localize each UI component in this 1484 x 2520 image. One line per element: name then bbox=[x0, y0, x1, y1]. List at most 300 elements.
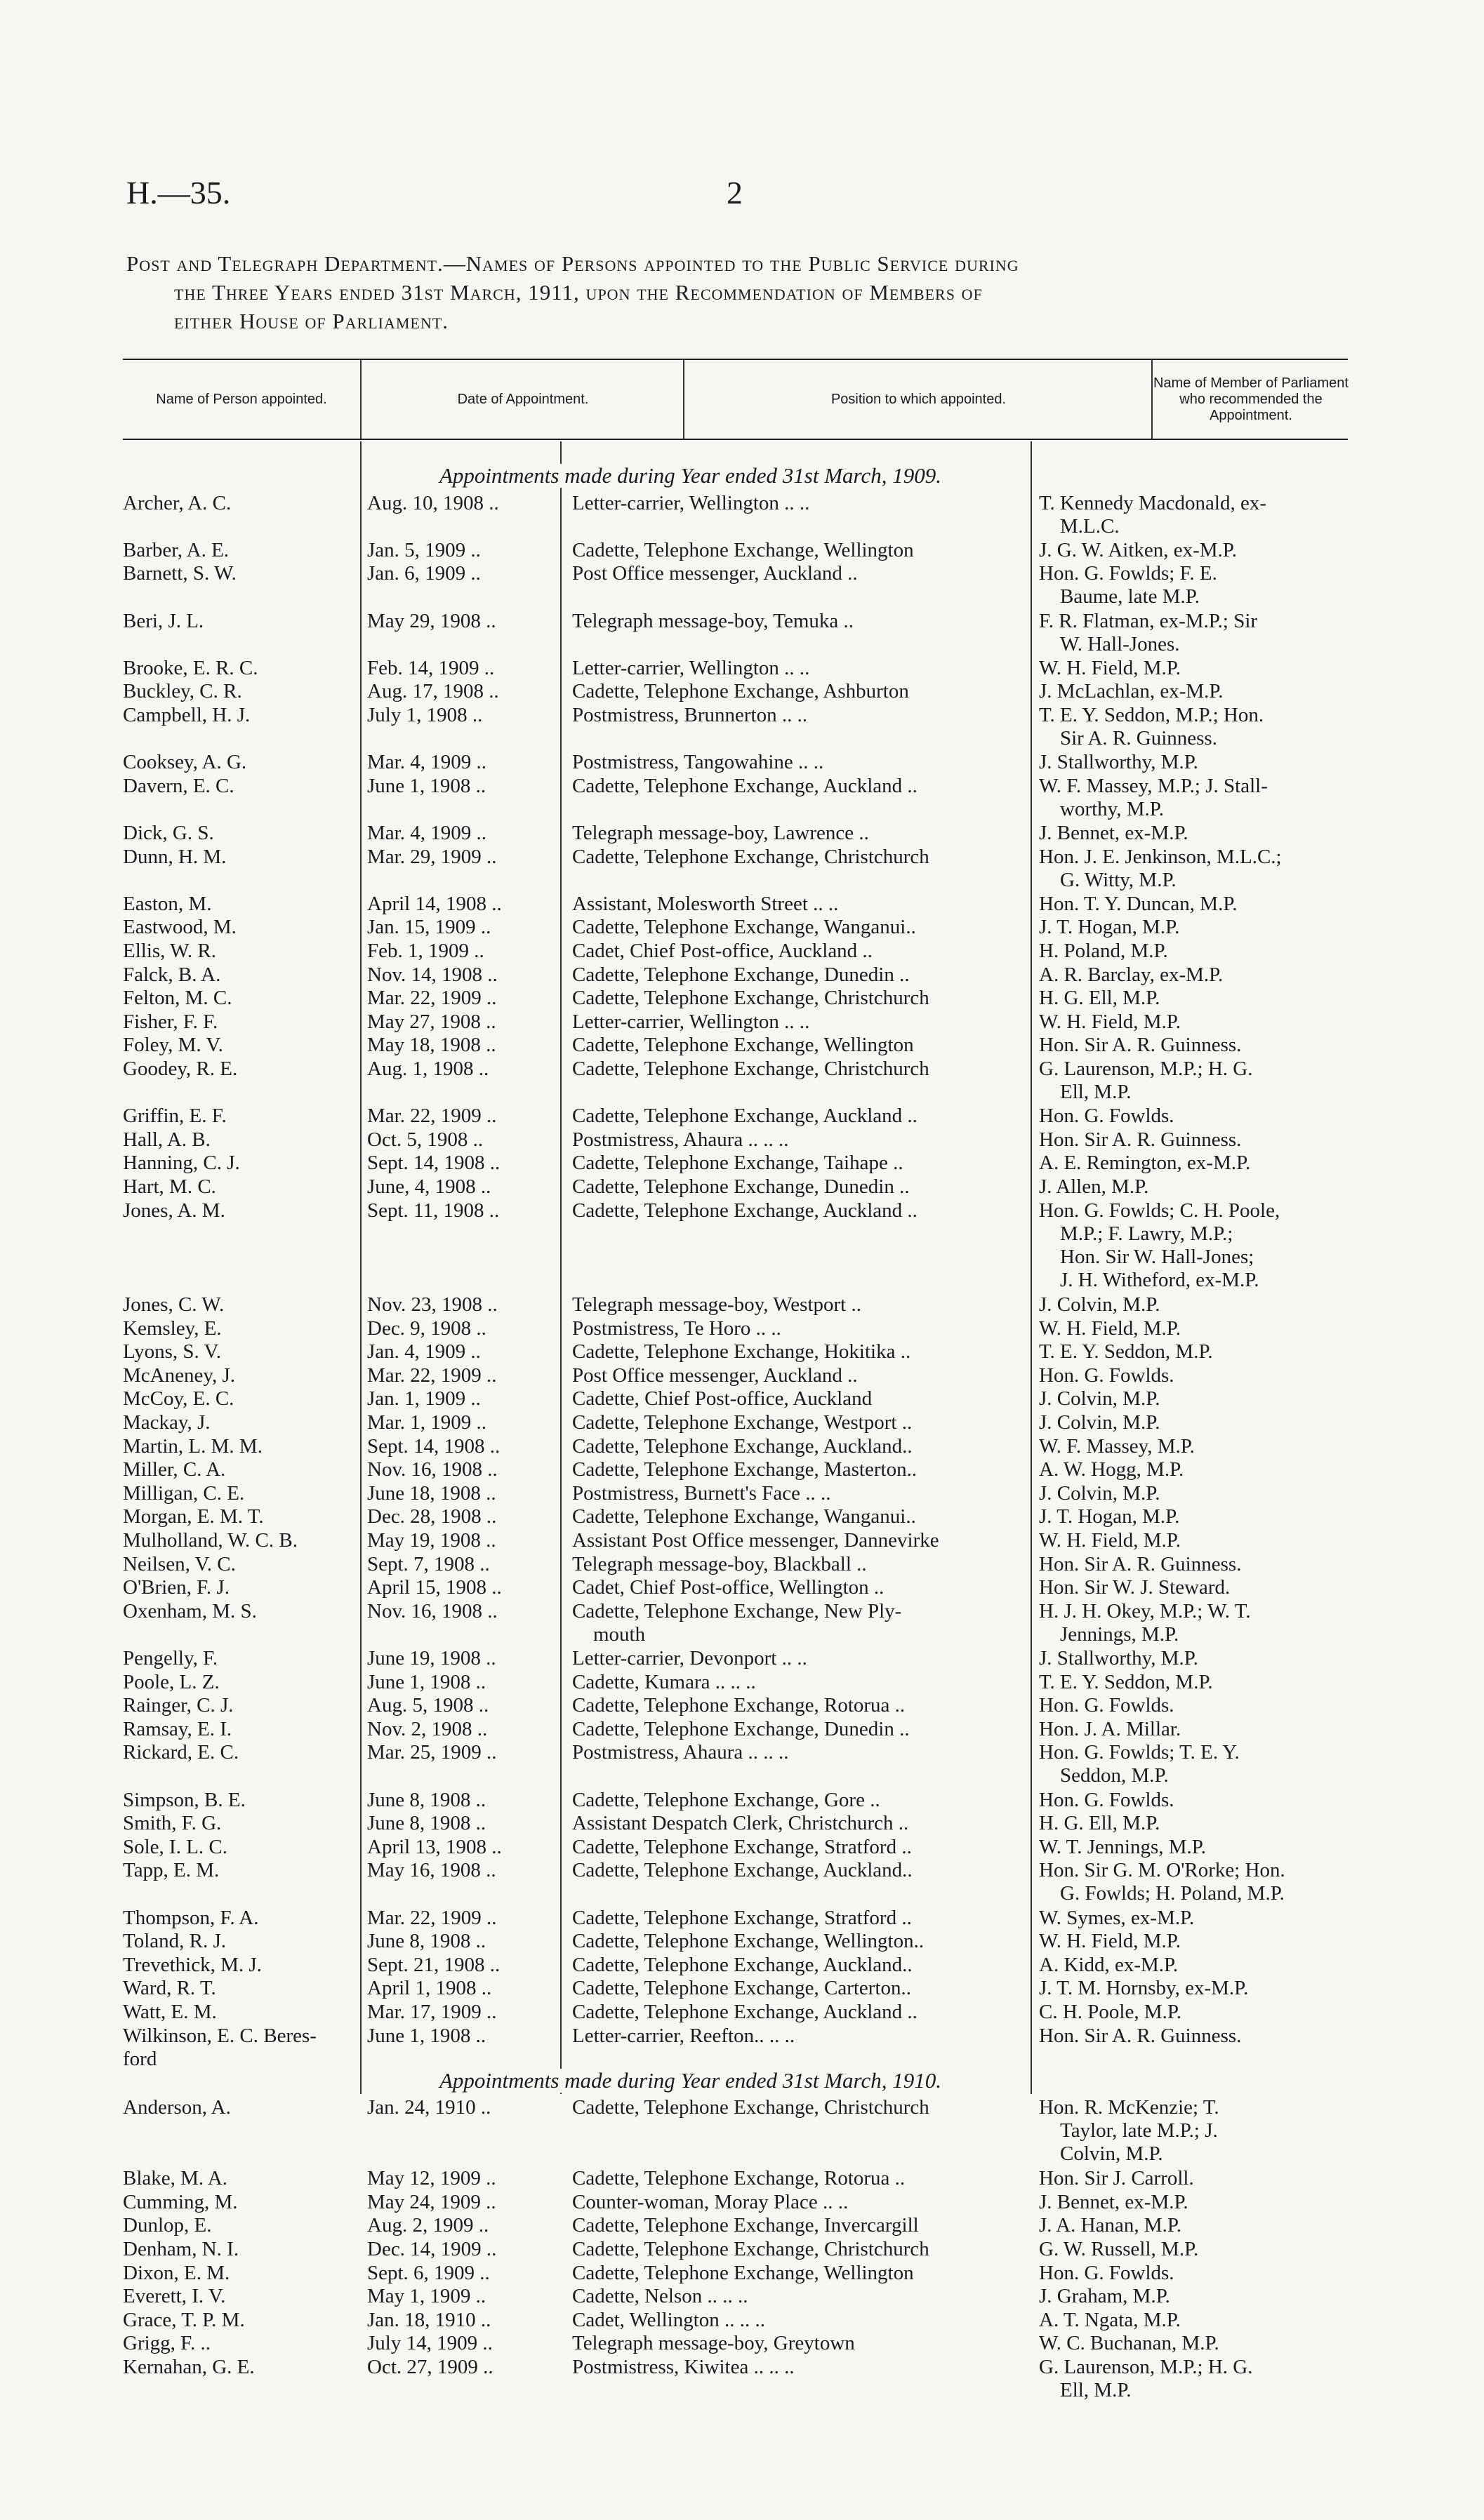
document-title bbox=[126, 249, 1348, 335]
person-name bbox=[123, 492, 351, 515]
position-text: Cadette, Telephone Exchange, Auckland.. bbox=[572, 1434, 913, 1458]
member-line: W. Symes, ex-M.P. bbox=[1039, 1906, 1195, 1929]
appointment-date: Nov. 16, 1908 .. bbox=[367, 1458, 498, 1481]
appointment-date: April 15, 1908 .. bbox=[367, 1576, 502, 1599]
recommending-member bbox=[1039, 1152, 1348, 1175]
person-name bbox=[123, 1387, 351, 1411]
position-text: Cadette, Telephone Exchange, Christchurch bbox=[572, 2096, 929, 2119]
person-name bbox=[123, 2167, 351, 2190]
appointment-date: June 1, 1908 .. bbox=[367, 774, 486, 797]
recommending-member bbox=[1039, 1105, 1348, 1128]
position-text: Cadette, Telephone Exchange, Stratford .. bbox=[572, 1906, 912, 1929]
column-header-position: Position to which appointed. bbox=[683, 360, 1153, 439]
appointment-date: Mar. 22, 1909 .. bbox=[367, 987, 497, 1010]
person-name bbox=[123, 2191, 351, 2214]
member-line: T. E. Y. Seddon, M.P. bbox=[1039, 1340, 1213, 1364]
position-text: Letter-carrier, Wellington .. .. bbox=[572, 491, 810, 514]
recommending-member bbox=[1039, 2309, 1348, 2332]
person-name-text: Morgan, E. M. T. bbox=[123, 1505, 264, 1528]
member-line: W. Hall-Jones. bbox=[1060, 632, 1180, 655]
section-heading: Appointments made during Year ended 31st March, 1909. bbox=[435, 464, 946, 488]
appointment-date: Aug. 5, 1908 .. bbox=[367, 1694, 489, 1717]
member-line: H. G. Ell, M.P. bbox=[1039, 987, 1160, 1010]
recommending-member bbox=[1039, 2356, 1348, 2402]
recommending-member bbox=[1039, 1058, 1348, 1104]
person-name-text: Hanning, C. J. bbox=[123, 1152, 240, 1175]
position-text: Cadette, Telephone Exchange, Auckland.. bbox=[572, 1859, 913, 1882]
person-name-text: Dunn, H. M. bbox=[123, 845, 227, 868]
column-header-member-line-1: Name of Member of Parliament bbox=[1153, 375, 1349, 391]
person-name bbox=[123, 846, 351, 869]
position-text: Cadet, Chief Post-office, Auckland .. bbox=[572, 940, 873, 962]
appointment-date: Aug. 2, 1909 .. bbox=[367, 2214, 489, 2237]
person-name-text: Falck, B. A. bbox=[123, 963, 221, 986]
appointment-date: Jan. 24, 1910 .. bbox=[367, 2096, 491, 2119]
member-line: J. Stallworthy, M.P. bbox=[1039, 751, 1198, 774]
position-text: Cadette, Telephone Exchange, Auckland .. bbox=[572, 2001, 917, 2023]
member-line: J. Colvin, M.P. bbox=[1039, 1293, 1160, 1316]
member-line: W. H. Field, M.P. bbox=[1039, 1316, 1181, 1340]
member-line: Jennings, M.P. bbox=[1060, 1622, 1179, 1646]
person-name bbox=[123, 1553, 351, 1576]
appointment-date: Mar. 25, 1909 .. bbox=[367, 1741, 497, 1764]
person-name-text: Grigg, F. .. bbox=[123, 2332, 211, 2355]
recommending-member bbox=[1039, 1387, 1348, 1411]
appointment-date: June 18, 1908 .. bbox=[367, 1481, 496, 1505]
person-name-text: Toland, R. J. bbox=[123, 1930, 226, 1953]
person-name bbox=[123, 987, 351, 1010]
appointment-date: Sept. 11, 1908 .. bbox=[367, 1199, 500, 1222]
recommending-member bbox=[1039, 2096, 1348, 2166]
member-line: Baume, late M.P. bbox=[1060, 585, 1200, 608]
appointment-date: Dec. 14, 1909 .. bbox=[367, 2238, 497, 2260]
appointment-date: June 8, 1908 .. bbox=[367, 1788, 486, 1811]
person-name-text: Cooksey, A. G. bbox=[123, 751, 247, 774]
position-text: Postmistress, Brunnerton .. .. bbox=[572, 704, 808, 726]
member-line: Hon. G. Fowlds. bbox=[1039, 2261, 1174, 2284]
appointment-date: April 1, 1908 .. bbox=[367, 1977, 492, 2000]
recommending-member bbox=[1039, 1553, 1348, 1576]
person-name bbox=[123, 704, 351, 727]
recommending-member bbox=[1039, 562, 1348, 608]
person-name-text: Martin, L. M. M. bbox=[123, 1434, 263, 1458]
member-line: J. McLachlan, ex-M.P. bbox=[1039, 680, 1224, 703]
member-line: J. Colvin, M.P. bbox=[1039, 1481, 1160, 1505]
person-name bbox=[123, 1175, 351, 1199]
recommending-member bbox=[1039, 1647, 1348, 1670]
appointment-date: May 1, 1909 .. bbox=[367, 2285, 486, 2308]
person-name-continuation: ford bbox=[123, 2047, 157, 2070]
recommending-member bbox=[1039, 1411, 1348, 1434]
position-text: Postmistress, Burnett's Face .. .. bbox=[572, 1481, 831, 1505]
appointment-date: July 1, 1908 .. bbox=[367, 704, 483, 726]
position-text: Telegraph message-boy, Westport .. bbox=[572, 1293, 861, 1316]
member-line: Hon. G. Fowlds; T. E. Y. bbox=[1039, 1741, 1240, 1764]
person-name-text: Campbell, H. J. bbox=[123, 704, 251, 726]
position-text: Cadette, Telephone Exchange, Gore .. bbox=[572, 1788, 880, 1811]
person-name-text: Buckley, C. R. bbox=[123, 680, 242, 703]
person-name bbox=[123, 2001, 351, 2024]
person-name bbox=[123, 1529, 351, 1552]
person-name bbox=[123, 1435, 351, 1458]
recommending-member bbox=[1039, 987, 1348, 1010]
recommending-member bbox=[1039, 1718, 1348, 1741]
position-text: Telegraph message-boy, Lawrence .. bbox=[572, 822, 869, 844]
appointment-date: Nov. 16, 1908 .. bbox=[367, 1599, 498, 1622]
appointment-date: June 1, 1908 .. bbox=[367, 2024, 486, 2047]
person-name bbox=[123, 1482, 351, 1505]
recommending-member bbox=[1039, 1317, 1348, 1340]
position-text: Cadette, Telephone Exchange, Wellington bbox=[572, 2261, 914, 2284]
person-name bbox=[123, 1505, 351, 1528]
person-name bbox=[123, 562, 351, 585]
position-text: Postmistress, Te Horo .. .. bbox=[572, 1316, 781, 1340]
person-name-text: Griffin, E. F. bbox=[123, 1105, 227, 1128]
appointment-date: May 29, 1908 .. bbox=[367, 609, 496, 632]
column-header-member bbox=[1151, 360, 1349, 439]
member-line: Hon. G. Fowlds; C. H. Poole, bbox=[1039, 1199, 1280, 1222]
person-name bbox=[123, 2285, 351, 2308]
position-text: Cadette, Telephone Exchange, Taihape .. bbox=[572, 1152, 903, 1175]
recommending-member bbox=[1039, 657, 1348, 680]
member-line: Hon. G. Fowlds. bbox=[1039, 1364, 1174, 1387]
person-name bbox=[123, 1458, 351, 1481]
person-name-text: Wilkinson, E. C. Beres- bbox=[123, 2024, 317, 2047]
position-text: Cadette, Telephone Exchange, Wanganui.. bbox=[572, 916, 916, 939]
member-line: J. Bennet, ex-M.P. bbox=[1039, 822, 1188, 844]
person-name-text: O'Brien, F. J. bbox=[123, 1576, 230, 1599]
person-name bbox=[123, 1199, 351, 1222]
position-text: Cadette, Telephone Exchange, Wanganui.. bbox=[572, 1505, 916, 1528]
person-name bbox=[123, 2356, 351, 2379]
person-name bbox=[123, 1293, 351, 1316]
member-line: T. E. Y. Seddon, M.P. bbox=[1039, 1670, 1213, 1693]
person-name bbox=[123, 1977, 351, 2000]
recommending-member bbox=[1039, 1199, 1348, 1292]
person-name-text: Smith, F. G. bbox=[123, 1812, 222, 1835]
person-name bbox=[123, 1836, 351, 1859]
recommending-member bbox=[1039, 1930, 1348, 1953]
title-line-3: either House of Parliament. bbox=[174, 309, 449, 333]
recommending-member bbox=[1039, 1907, 1348, 1930]
person-name-text: Barnett, S. W. bbox=[123, 562, 237, 585]
person-name bbox=[123, 2214, 351, 2237]
recommending-member bbox=[1039, 680, 1348, 703]
appointment-date: June 8, 1908 .. bbox=[367, 1812, 486, 1835]
appointment-date: April 14, 1908 .. bbox=[367, 892, 502, 915]
recommending-member bbox=[1039, 1175, 1348, 1199]
person-name-text: Easton, M. bbox=[123, 892, 212, 915]
person-name bbox=[123, 1907, 351, 1930]
person-name-text: Hart, M. C. bbox=[123, 1175, 216, 1198]
member-line: A. R. Barclay, ex-M.P. bbox=[1039, 963, 1224, 986]
member-line: W. T. Jennings, M.P. bbox=[1039, 1835, 1206, 1858]
member-line: G. W. Russell, M.P. bbox=[1039, 2238, 1199, 2260]
position-text: Cadette, Telephone Exchange, Christchurch bbox=[572, 987, 929, 1010]
column-header-name: Name of Person appointed. bbox=[156, 391, 327, 407]
person-name-text: Archer, A. C. bbox=[123, 491, 232, 514]
member-line: H. J. H. Okey, M.P.; W. T. bbox=[1039, 1599, 1251, 1622]
position-text: Cadette, Telephone Exchange, Dunedin .. bbox=[572, 1717, 910, 1740]
appointment-date: May 19, 1908 .. bbox=[367, 1529, 496, 1552]
appointment-date: Sept. 14, 1908 .. bbox=[367, 1434, 501, 1458]
member-line: Ell, M.P. bbox=[1060, 1081, 1132, 1103]
person-name bbox=[123, 2332, 351, 2355]
position-text: Assistant, Molesworth Street .. .. bbox=[572, 892, 839, 915]
person-name bbox=[123, 751, 351, 774]
person-name-text: Rainger, C. J. bbox=[123, 1694, 234, 1717]
member-line: Hon. Sir W. Hall-Jones; bbox=[1060, 1245, 1254, 1268]
person-name bbox=[123, 1317, 351, 1340]
appointment-date: May 18, 1908 .. bbox=[367, 1034, 496, 1057]
position-text: Counter-woman, Moray Place .. .. bbox=[572, 2190, 849, 2213]
recommending-member bbox=[1039, 539, 1348, 562]
document-reference: H.—35. bbox=[126, 175, 231, 211]
person-name bbox=[123, 610, 351, 633]
appointment-date: Nov. 2, 1908 .. bbox=[367, 1717, 488, 1740]
member-line: worthy, M.P. bbox=[1060, 797, 1164, 820]
member-line: Hon. Sir G. M. O'Rorke; Hon. bbox=[1039, 1859, 1285, 1882]
appointment-date: Oct. 27, 1909 .. bbox=[367, 2356, 493, 2378]
position-text: Cadette, Telephone Exchange, Masterton.. bbox=[572, 1458, 917, 1481]
person-name-text: Mackay, J. bbox=[123, 1411, 211, 1434]
position-text: Cadet, Chief Post-office, Wellington .. bbox=[572, 1576, 885, 1599]
position-text: Cadette, Telephone Exchange, Hokitika .. bbox=[572, 1340, 911, 1364]
person-name-text: Poole, L. Z. bbox=[123, 1670, 220, 1693]
recommending-member bbox=[1039, 940, 1348, 963]
recommending-member bbox=[1039, 846, 1348, 892]
person-name bbox=[123, 2096, 351, 2119]
position-text: Postmistress, Tangowahine .. .. bbox=[572, 751, 824, 774]
position-text: Cadette, Kumara .. .. .. bbox=[572, 1670, 756, 1693]
person-name-text: Brooke, E. R. C. bbox=[123, 656, 258, 679]
person-name bbox=[123, 1340, 351, 1364]
appointment-date: Jan. 5, 1909 .. bbox=[367, 538, 481, 561]
appointment-date: June 1, 1908 .. bbox=[367, 1670, 486, 1693]
recommending-member bbox=[1039, 1671, 1348, 1694]
person-name-text: Dunlop, E. bbox=[123, 2214, 212, 2237]
appointment-date: Mar. 17, 1909 .. bbox=[367, 2001, 497, 2023]
member-line: Colvin, M.P. bbox=[1060, 2142, 1163, 2166]
person-name-text: Ward, R. T. bbox=[123, 1977, 216, 2000]
person-name bbox=[123, 1034, 351, 1057]
person-name-text: Cumming, M. bbox=[123, 2190, 238, 2213]
member-line: J. Colvin, M.P. bbox=[1039, 1387, 1160, 1411]
person-name-text: Milligan, C. E. bbox=[123, 1481, 245, 1505]
recommending-member bbox=[1039, 1435, 1348, 1458]
recommending-member bbox=[1039, 1859, 1348, 1905]
position-text: Assistant Despatch Clerk, Christchurch .. bbox=[572, 1812, 909, 1835]
person-name-text: Blake, M. A. bbox=[123, 2167, 228, 2190]
member-line: Hon. Sir A. R. Guinness. bbox=[1039, 2024, 1242, 2047]
member-line: J. Graham, M.P. bbox=[1039, 2285, 1170, 2308]
appointment-date: Jan. 15, 1909 .. bbox=[367, 916, 491, 939]
person-name-text: Trevethick, M. J. bbox=[123, 1953, 262, 1976]
table-header bbox=[123, 359, 1348, 440]
position-text: Cadette, Telephone Exchange, Dunedin .. bbox=[572, 963, 910, 986]
appointment-date: Nov. 14, 1908 .. bbox=[367, 963, 498, 986]
position-text: Cadette, Telephone Exchange, Auckland .. bbox=[572, 774, 917, 797]
position-text: Cadette, Telephone Exchange, Ashburton bbox=[572, 680, 909, 703]
recommending-member bbox=[1039, 1482, 1348, 1505]
person-name bbox=[123, 964, 351, 987]
recommending-member bbox=[1039, 2238, 1348, 2261]
member-line: J. H. Witheford, ex-M.P. bbox=[1060, 1268, 1259, 1291]
person-name-text: Goodey, R. E. bbox=[123, 1058, 238, 1080]
recommending-member bbox=[1039, 1458, 1348, 1481]
recommending-member bbox=[1039, 1789, 1348, 1812]
recommending-member bbox=[1039, 1836, 1348, 1859]
person-name-text: Mulholland, W. C. B. bbox=[123, 1529, 298, 1552]
person-name-text: Grace, T. P. M. bbox=[123, 2308, 245, 2331]
member-line: A. Kidd, ex-M.P. bbox=[1039, 1953, 1179, 1976]
appointment-date: May 24, 1909 .. bbox=[367, 2190, 496, 2213]
person-name bbox=[123, 1741, 351, 1764]
person-name bbox=[123, 1058, 351, 1081]
person-name bbox=[123, 822, 351, 845]
position-text: Cadette, Telephone Exchange, Auckland.. bbox=[572, 1953, 913, 1976]
appointment-date: May 27, 1908 .. bbox=[367, 1010, 496, 1033]
person-name bbox=[123, 2238, 351, 2261]
recommending-member bbox=[1039, 1364, 1348, 1387]
recommending-member bbox=[1039, 1340, 1348, 1364]
person-name bbox=[123, 1105, 351, 1128]
column-rule bbox=[360, 441, 362, 2094]
member-line: J. Colvin, M.P. bbox=[1039, 1411, 1160, 1434]
member-line: Hon. G. Fowlds. bbox=[1039, 1694, 1174, 1717]
appointment-date: June 19, 1908 .. bbox=[367, 1647, 496, 1669]
person-name-text: Anderson, A. bbox=[123, 2096, 231, 2119]
recommending-member bbox=[1039, 2332, 1348, 2355]
appointment-date: June, 4, 1908 .. bbox=[367, 1175, 491, 1198]
person-name bbox=[123, 1812, 351, 1835]
member-line: Sir A. R. Guinness. bbox=[1060, 727, 1217, 749]
position-text: Cadette, Telephone Exchange, Wellington.. bbox=[572, 1930, 925, 1953]
member-line: Hon. Sir J. Carroll. bbox=[1039, 2167, 1194, 2190]
position-text: Letter-carrier, Wellington .. .. bbox=[572, 656, 810, 679]
person-name bbox=[123, 1789, 351, 1812]
person-name-text: Fisher, F. F. bbox=[123, 1010, 218, 1033]
appointment-date: Mar. 29, 1909 .. bbox=[367, 845, 497, 868]
person-name-text: McCoy, E. C. bbox=[123, 1387, 234, 1411]
recommending-member bbox=[1039, 2025, 1348, 2048]
person-name bbox=[123, 1718, 351, 1741]
position-text: Cadette, Telephone Exchange, Auckland .. bbox=[572, 1199, 917, 1222]
member-line: Hon. Sir A. R. Guinness. bbox=[1039, 1034, 1242, 1057]
member-line: C. H. Poole, M.P. bbox=[1039, 2001, 1182, 2023]
person-name-text: Beri, J. L. bbox=[123, 609, 204, 632]
member-line: H. Poland, M.P. bbox=[1039, 940, 1168, 962]
appointment-date: Mar. 22, 1909 .. bbox=[367, 1364, 497, 1387]
person-name-text: Sole, I. L. C. bbox=[123, 1835, 228, 1858]
person-name bbox=[123, 2025, 351, 2071]
position-text: Assistant Post Office messenger, Dannevirke bbox=[572, 1529, 939, 1552]
person-name bbox=[123, 2262, 351, 2285]
person-name bbox=[123, 657, 351, 680]
appointment-date: April 13, 1908 .. bbox=[367, 1835, 502, 1858]
person-name-text: Foley, M. V. bbox=[123, 1034, 223, 1057]
person-name-text: Oxenham, M. S. bbox=[123, 1599, 257, 1622]
appointment-date: Jan. 1, 1909 .. bbox=[367, 1387, 481, 1411]
page-number: 2 bbox=[727, 175, 743, 211]
position-text: Telegraph message-boy, Temuka .. bbox=[572, 609, 854, 632]
recommending-member bbox=[1039, 704, 1348, 750]
person-name bbox=[123, 1954, 351, 1977]
person-name bbox=[123, 1694, 351, 1717]
member-line: G. Laurenson, M.P.; H. G. bbox=[1039, 1058, 1253, 1080]
recommending-member bbox=[1039, 492, 1348, 538]
column-header-date: Date of Appointment. bbox=[360, 360, 684, 439]
recommending-member bbox=[1039, 775, 1348, 821]
person-name-text: Ellis, W. R. bbox=[123, 940, 216, 962]
position-text: Letter-carrier, Wellington .. .. bbox=[572, 1010, 810, 1033]
member-line: W. F. Massey, M.P. bbox=[1039, 1434, 1195, 1458]
member-line: J. T. M. Hornsby, ex-M.P. bbox=[1039, 1977, 1249, 2000]
person-name bbox=[123, 1600, 351, 1623]
member-line: Hon. G. Fowlds; F. E. bbox=[1039, 562, 1217, 585]
member-line: Seddon, M.P. bbox=[1060, 1764, 1169, 1787]
appointment-date: Jan. 6, 1909 .. bbox=[367, 562, 481, 585]
member-line: T. E. Y. Seddon, M.P.; Hon. bbox=[1039, 704, 1264, 726]
person-name-text: Dick, G. S. bbox=[123, 822, 214, 844]
member-line: Taylor, late M.P.; J. bbox=[1060, 2119, 1218, 2142]
appointment-date: Sept. 7, 1908 .. bbox=[367, 1552, 490, 1575]
member-line: Hon. T. Y. Duncan, M.P. bbox=[1039, 892, 1238, 915]
recommending-member bbox=[1039, 1128, 1348, 1152]
appointment-date: Aug. 17, 1908 .. bbox=[367, 680, 499, 703]
member-line: W. H. Field, M.P. bbox=[1039, 1010, 1181, 1033]
member-line: Hon. J. E. Jenkinson, M.L.C.; bbox=[1039, 845, 1282, 868]
recommending-member bbox=[1039, 1011, 1348, 1034]
member-line: Hon. G. Fowlds. bbox=[1039, 1105, 1174, 1128]
person-name-text: Ramsay, E. I. bbox=[123, 1717, 232, 1740]
position-text: Cadette, Telephone Exchange, Dunedin .. bbox=[572, 1175, 910, 1198]
member-line: M.L.C. bbox=[1060, 514, 1120, 538]
recommending-member bbox=[1039, 2285, 1348, 2308]
recommending-member bbox=[1039, 1529, 1348, 1552]
person-name-text: Hall, A. B. bbox=[123, 1128, 211, 1151]
appointment-date: Sept. 21, 1908 .. bbox=[367, 1953, 501, 1976]
person-name bbox=[123, 1576, 351, 1599]
member-line: Hon. Sir A. R. Guinness. bbox=[1039, 1552, 1242, 1575]
recommending-member bbox=[1039, 1741, 1348, 1787]
person-name-text: Kemsley, E. bbox=[123, 1316, 222, 1340]
position-text: Postmistress, Ahaura .. .. .. bbox=[572, 1741, 789, 1764]
appointment-date: Sept. 6, 1909 .. bbox=[367, 2261, 490, 2284]
recommending-member bbox=[1039, 1812, 1348, 1835]
member-line: W. H. Field, M.P. bbox=[1039, 1930, 1181, 1953]
recommending-member bbox=[1039, 1600, 1348, 1646]
appointment-date: Mar. 22, 1909 .. bbox=[367, 1105, 497, 1128]
member-line: J. G. W. Aitken, ex-M.P. bbox=[1039, 538, 1237, 561]
appointment-date: June 8, 1908 .. bbox=[367, 1930, 486, 1953]
member-line: Hon. Sir A. R. Guinness. bbox=[1039, 1128, 1242, 1151]
recommending-member bbox=[1039, 1293, 1348, 1316]
recommending-member bbox=[1039, 2262, 1348, 2285]
appointment-date: Sept. 14, 1908 .. bbox=[367, 1152, 501, 1175]
recommending-member bbox=[1039, 2214, 1348, 2237]
person-name-text: Watt, E. M. bbox=[123, 2001, 217, 2023]
person-name-text: Pengelly, F. bbox=[123, 1647, 218, 1669]
position-text: Postmistress, Kiwitea .. .. .. bbox=[572, 2356, 795, 2378]
recommending-member bbox=[1039, 1576, 1348, 1599]
recommending-member bbox=[1039, 916, 1348, 939]
position-text: Cadette, Telephone Exchange, Christchurch bbox=[572, 2238, 929, 2260]
position-text: Telegraph message-boy, Greytown bbox=[572, 2332, 855, 2355]
position-text: Letter-carrier, Reefton.. .. .. bbox=[572, 2024, 795, 2047]
person-name-text: Jones, C. W. bbox=[123, 1293, 225, 1316]
member-line: J. T. Hogan, M.P. bbox=[1039, 1505, 1180, 1528]
